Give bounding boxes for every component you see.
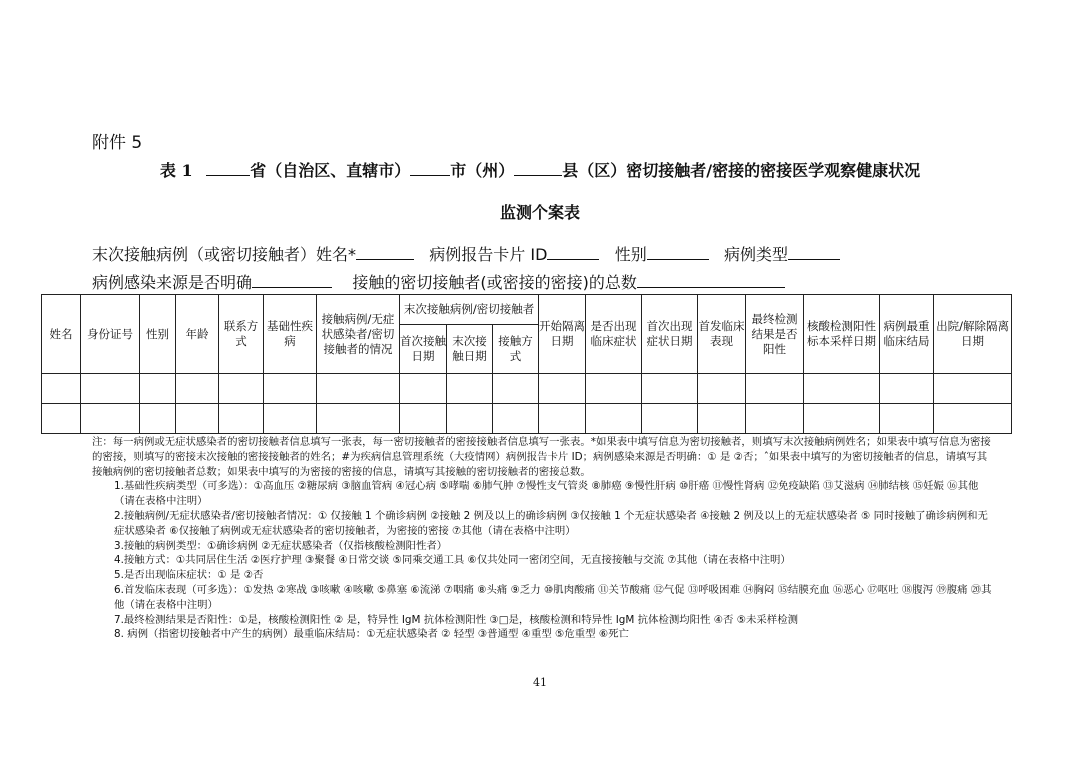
col-discharge: 出院/解除隔离日期	[934, 295, 1012, 374]
col-group-last-contact: 末次接触病例/密切接触者	[400, 295, 539, 325]
monitoring-table	[41, 294, 1012, 434]
attachment-label: 附件 5	[92, 133, 143, 153]
col-first-present: 首发临床表现	[698, 295, 746, 374]
province-blank	[206, 161, 250, 176]
col-contact: 联系方式	[219, 295, 264, 374]
report-card-id-label: 病例报告卡片 ID	[429, 245, 548, 264]
notes-section	[92, 435, 992, 642]
gender-label: 性别	[614, 245, 647, 264]
col-sample-date: 核酸检测阳性标本采样日期	[804, 295, 880, 374]
title-county: 县（区）密切接触者/密接的密接医学观察健康状况	[562, 161, 921, 180]
note-item: 3.接触的病例类型：①确诊病例 ②无症状感染者（仅指核酸检测阳性者）	[114, 539, 448, 552]
col-sex: 性别	[140, 295, 176, 374]
city-blank	[410, 161, 450, 176]
total-contacts-label: 接触的密切接触者(或密接的密接)的总数	[352, 273, 637, 292]
county-blank	[514, 161, 562, 176]
col-name: 姓名	[42, 295, 81, 374]
page-number: 41	[533, 676, 547, 689]
report-card-id-blank	[547, 245, 599, 260]
note-item: 8. 病例（指密切接触者中产生的病例）最重临床结局：①无症状感染者 ② 轻型 ③普通型 ④重型 ⑤危重型 ⑥死亡	[114, 628, 629, 641]
case-type-blank	[788, 245, 840, 260]
col-first-date: 首次接触日期	[400, 325, 447, 374]
note-item: 7.最终检测结果是否阳性：①是，核酸检测阳性 ② 是，特异性 IgM 抗体检测阳性 ③□是，核酸检测和特异性 IgM 抗体检测均阳性 ④否 ⑤未采样检测	[114, 613, 798, 626]
table-row	[42, 404, 1012, 434]
field-line-2	[92, 270, 785, 293]
table-title	[0, 158, 1080, 181]
col-severity: 病例最重临床结局	[880, 295, 934, 374]
note-main: 注：每一病例或无症状感染者的密切接触者信息填写一张表，每一密切接触者的密接接触者信息填写一张表。*如果表中填写信息为密切接触者，则填写末次接触病例姓名；如果表中填写信息为密接的密接，则填写的密接末次接触的密接接触者的姓名；#为疾病信息管理系统（大疫情网）病例报告卡片 ID；病例感染来源是否明确：① 是 ②否；ˆ如果表中填写的为密切接触者的信息，请填写其接触病例的密切接触者总数；如果表中填写的为密接的密接的信息，请填写其接触的密切接触者的密接总数。	[92, 436, 991, 478]
note-item: 2.接触病例/无症状感染者/密切接触者情况：① 仅接触 1 个确诊病例 ②接触 2 例及以上的确诊病例 ③仅接触 1 个无症状感染者 ④接触 2 例及以上的无症状感染者 ⑤ 同时接触了确诊病例和无症状感染者 ⑥仅接触了病例或无症状感染者的密切接触者，为密接的密接 ⑦其他（请在表格中注明）	[114, 509, 988, 537]
col-isolation-start: 开始隔离日期	[539, 295, 586, 374]
table-subtitle: 监测个案表	[499, 203, 580, 222]
note-item: 1.基础性疾病类型（可多选）：①高血压 ②糖尿病 ③脑血管病 ④冠心病 ⑤哮喘 ⑥肺气肿 ⑦慢性支气管炎 ⑧肺癌 ⑨慢性肝病 ⑩肝癌 ⑪慢性肾病 ⑫免疫缺陷 ⑬艾滋病 ⑭肺结核 ⑮妊娠 ⑯其他（请在表格中注明）	[114, 480, 979, 508]
gender-blank	[647, 245, 709, 260]
col-last-date: 末次接触日期	[447, 325, 493, 374]
case-type-label: 病例类型	[723, 245, 788, 264]
title-city: 市（州）	[450, 161, 515, 180]
title-prefix: 表 1	[159, 161, 193, 180]
title-province: 省（自治区、直辖市）	[250, 161, 411, 180]
source-clear-label: 病例感染来源是否明确	[92, 273, 253, 292]
note-item: 5.是否出现临床症状：① 是 ②否	[114, 569, 264, 582]
last-case-name-label: 末次接触病例（或密切接触者）姓名*	[92, 245, 357, 264]
col-id: 身份证号	[81, 295, 140, 374]
total-contacts-blank	[637, 273, 785, 288]
col-symptom-date: 首次出现症状日期	[642, 295, 698, 374]
col-disease: 基础性疾病	[264, 295, 317, 374]
source-clear-blank	[252, 273, 332, 288]
col-symptom: 是否出现临床症状	[586, 295, 642, 374]
note-item: 4.接触方式：①共同居住生活 ②医疗护理 ③聚餐 ④日常交谈 ⑤同乘交通工具 ⑥仅共处同一密闭空间，无直接接触与交流 ⑦其他（请在表格中注明）	[114, 554, 791, 567]
col-situation: 接触病例/无症状感染者/密切接触者的情况	[317, 295, 400, 374]
col-mode: 接触方式	[493, 325, 539, 374]
last-case-name-blank	[356, 245, 414, 260]
field-line-1	[92, 242, 840, 265]
note-item: 6.首发临床表现（可多选）：①发热 ②寒战 ③咳嗽 ④咳嗽 ⑤鼻塞 ⑥流涕 ⑦咽痛 ⑧头痛 ⑨乏力 ⑩肌肉酸痛 ⑪关节酸痛 ⑫气促 ⑬呼吸困难 ⑭胸闷 ⑮结膜充血 ⑯恶心 ⑰呕吐 ⑱腹泻 ⑲腹痛 ⑳其他（请在表格中注明）	[114, 583, 992, 611]
col-age: 年龄	[176, 295, 219, 374]
table-row	[42, 374, 1012, 404]
col-final-result: 最终检测结果是否阳性	[746, 295, 804, 374]
